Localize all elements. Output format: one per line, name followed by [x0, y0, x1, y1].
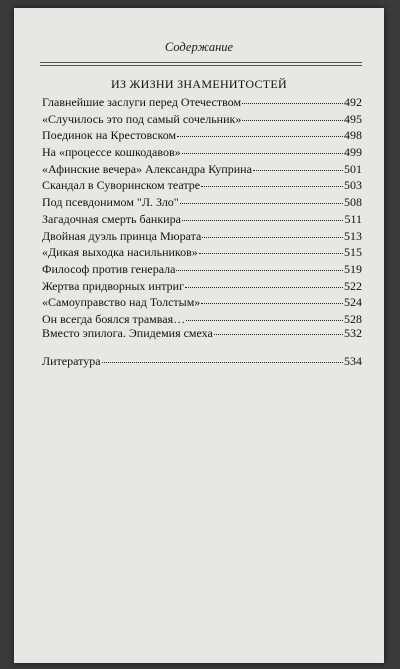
toc-entry-title: Он всегда боялся трамвая…	[42, 311, 186, 326]
dot-leader	[186, 310, 343, 321]
toc-entry-page: 511	[344, 211, 362, 226]
toc-entry-page: 495	[344, 111, 362, 126]
toc-entry	[42, 194, 362, 211]
toc-entry-epilogue	[42, 325, 362, 342]
toc-entry	[42, 261, 362, 278]
dot-leader	[185, 277, 343, 288]
dot-leader	[182, 143, 343, 154]
toc-entry	[42, 94, 362, 111]
toc-entry-title: На «процессе кошкодавов»	[42, 145, 181, 160]
toc-entry-page: 499	[344, 145, 362, 160]
toc-entry-title: «Случилось это под самый сочельник»	[42, 111, 242, 126]
toc-entry	[42, 278, 362, 295]
toc-entry	[42, 127, 362, 144]
toc-entry-page: 524	[344, 295, 362, 310]
dot-leader	[202, 227, 343, 238]
toc-entry-page: 492	[344, 95, 362, 109]
toc-entry	[42, 294, 362, 311]
toc-entry	[42, 161, 362, 178]
toc-entry-title: «Самоуправство над Толстым»	[42, 295, 201, 310]
toc-entry-title: Литература	[42, 354, 101, 368]
toc-entry	[42, 111, 362, 128]
toc-entry-title: Под псевдонимом "Л. Зло"	[42, 195, 179, 210]
header-rule	[40, 62, 362, 66]
toc-entry-title: Жертва придворных интриг	[42, 278, 184, 293]
toc-entry-title: Двойная дуэль принца Мюрата	[42, 228, 202, 243]
dot-leader	[182, 210, 344, 221]
toc-entry-page: 498	[344, 128, 362, 143]
dot-leader	[176, 260, 343, 271]
toc-entry-page: 503	[344, 178, 362, 193]
toc-entry-page: 513	[344, 228, 362, 243]
toc-entry-title: Вместо эпилога. Эпидемия смеха	[42, 326, 213, 340]
dot-leader	[199, 243, 343, 254]
dot-leader	[253, 160, 343, 171]
toc-entry-page: 534	[344, 354, 362, 368]
toc-entry	[42, 244, 362, 261]
dot-leader	[102, 352, 343, 363]
toc-entry	[42, 211, 362, 228]
toc-entry-page: 501	[344, 161, 362, 176]
dot-leader	[180, 193, 343, 204]
dot-leader	[242, 93, 343, 104]
toc-entry-page: 519	[344, 261, 362, 276]
toc-entry-title: Главнейшие заслуги перед Отечеством	[42, 95, 242, 109]
toc-entry-page: 515	[344, 245, 362, 260]
book-page	[14, 8, 384, 663]
page-header: Содержание	[164, 40, 234, 54]
dot-leader	[201, 176, 343, 187]
toc-entry-title: «Афинские вечера» Александра Куприна	[42, 161, 252, 176]
toc-entry-page: 508	[344, 195, 362, 210]
toc-entry	[42, 177, 362, 194]
toc-entry	[42, 228, 362, 245]
toc-entry-page: 528	[344, 311, 362, 326]
toc-entry-title: Поединок на Крестовском	[42, 128, 177, 143]
toc-entry-title: Скандал в Суворинском театре	[42, 178, 201, 193]
section-title: ИЗ ЖИЗНИ ЗНАМЕНИТОСТЕЙ	[110, 77, 288, 91]
toc-entry-page: 532	[344, 326, 362, 340]
dot-leader	[242, 110, 343, 121]
toc-entry-page: 522	[344, 278, 362, 293]
toc-entry-title: Философ против генерала	[42, 261, 176, 276]
toc-list	[42, 94, 362, 328]
dot-leader	[214, 324, 343, 335]
toc-entry	[42, 144, 362, 161]
toc-entry-title: Загадочная смерть банкира	[42, 211, 181, 226]
dot-leader	[201, 293, 343, 304]
toc-entry-title: «Дикая выходка насильников»	[42, 245, 198, 260]
dot-leader	[177, 126, 343, 137]
toc-entry-literature	[42, 353, 362, 370]
